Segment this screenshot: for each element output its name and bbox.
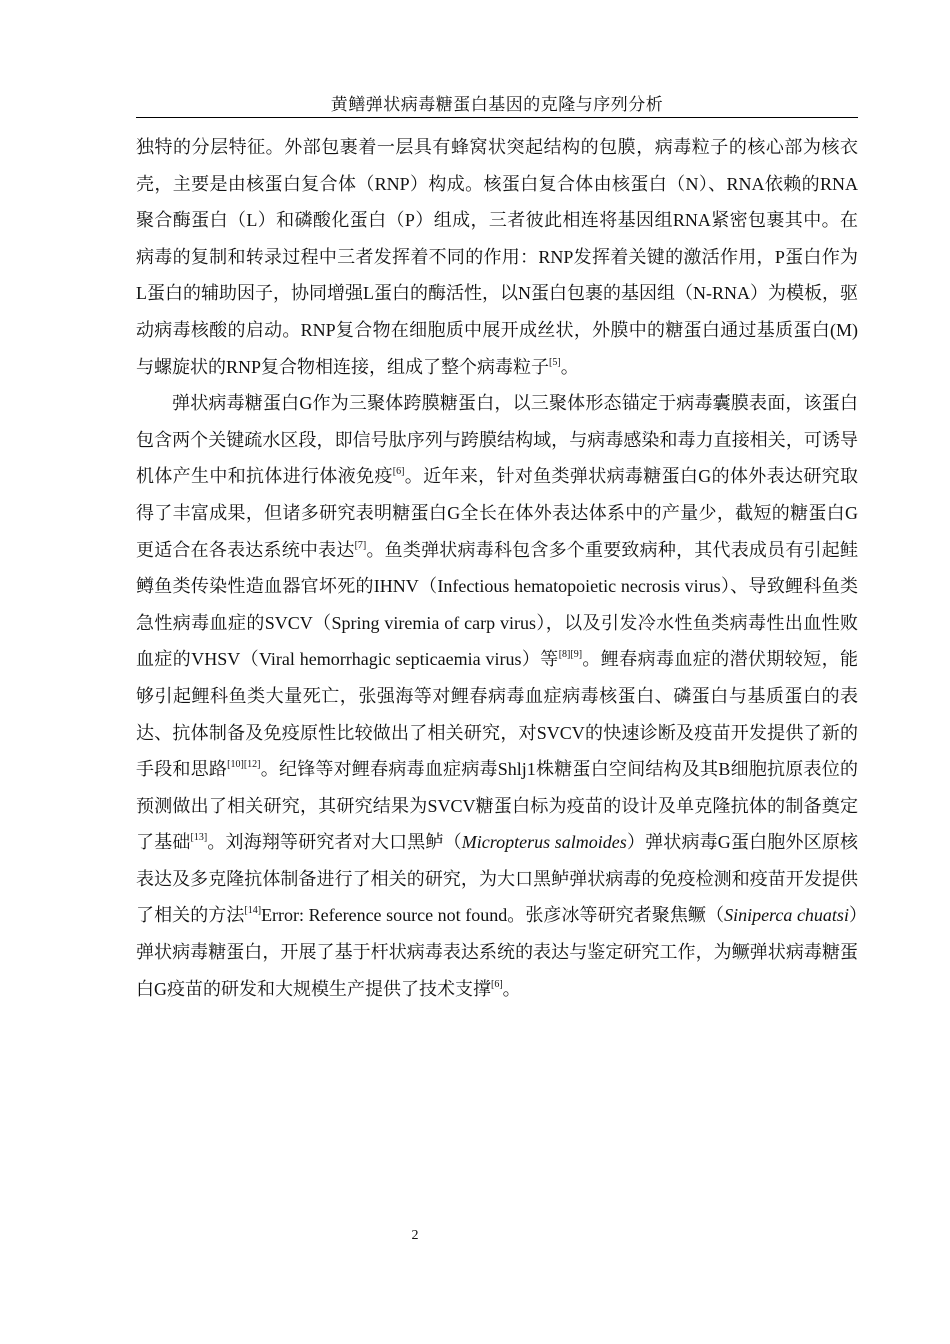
paragraph-2-text-9: ）弹状病毒糖蛋白，开展了基于杆状病毒表达系统的表达与鉴定研究工作，为鳜弹状病毒糖蛋白G疫苗的研发和大规模生产提供了技术支撑 bbox=[136, 905, 859, 999]
paragraph-2-text-3: 。鱼类弹状病毒科包含多个重要致病种，其代表成员有引起鲑鳟鱼类传染性造血器官坏死的IHNV（Infectious hematopoietic necrosis virus）、导致鲤科鱼类急性病毒血症的SVCV（Spring viremia of carp virus），以及引发冷水性鱼类病毒性出血性败血症的VHSV（Viral hemorrhagic septicaemia virus）等 bbox=[136, 539, 858, 670]
species-name-micropterus: Micropterus salmoides bbox=[461, 832, 627, 853]
species-name-siniperca: Siniperca chuatsi bbox=[724, 905, 849, 926]
citation-6-second: [6] bbox=[491, 978, 503, 990]
paragraph-2 bbox=[136, 385, 858, 1007]
body-text bbox=[136, 129, 858, 1007]
paragraph-2-text-6: 。刘海翔等研究者对大口黑鲈（ bbox=[207, 832, 462, 853]
paragraph-1-text-2: 。 bbox=[560, 356, 579, 377]
citation-6: [6] bbox=[392, 466, 405, 478]
header-divider bbox=[136, 117, 858, 118]
running-header-title: 黄鳝弹状病毒糖蛋白基因的克隆与序列分析 bbox=[330, 95, 664, 115]
citation-12: [12] bbox=[243, 759, 261, 771]
paragraph-2-text-7: ）弹状病毒G蛋白胞外区原核表达及多克隆抗体制备进行了相关的研究，为大口黑鲈弹状病毒的免疫检测和疫苗开发提供了相关的方法 bbox=[136, 832, 858, 926]
citation-10: [10] bbox=[227, 759, 244, 771]
paragraph-2-text-10: 。 bbox=[502, 978, 521, 999]
citation-5: [5] bbox=[549, 356, 561, 368]
paragraph-2-text-5: 。纪锋等对鲤春病毒血症病毒Shlj1株糖蛋白空间结构及其B细胞抗原表位的预测做出了相关研究，其研究结果为SVCV糖蛋白标为疫苗的设计及单克隆抗体的制备奠定了基础 bbox=[136, 759, 859, 853]
paragraph-2-text-4: 。鲤春病毒血症的潜伏期较短，能够引起鲤科鱼类大量死亡，张强海等对鲤春病毒血症病毒核蛋白、磷蛋白与基质蛋白的表达、抗体制备及免疫原性比较做出了相关研究，对SVCV的快速诊断及疫苗开发提供了新的手段和思路 bbox=[136, 649, 858, 780]
paragraph-2-text-2: 。近年来，针对鱼类弹状病毒糖蛋白G的体外表达研究取得了丰富成果，但诸多研究表明糖蛋白G全长在体外表达体系中的产量少，截短的糖蛋白G更适合在各表达系统中表达 bbox=[136, 466, 859, 560]
paragraph-1-text-1: 独特的分层特征。外部包裹着一层具有蜂窝状突起结构的包膜，病毒粒子的核心部为核衣壳，主要是由核蛋白复合体（RNP）构成。核蛋白复合体由核蛋白（N）、RNA依赖的RNA聚合酶蛋白（L）和磷酸化蛋白（P）组成，三者彼此相连将基因组RNA紧密包裹其中。在病毒的复制和转录过程中三者发挥着不同的作用：RNP发挥着关键的激活作用，P蛋白作为L蛋白的辅助因子，协同增强L蛋白的酶活性，以N蛋白包裹的基因组（N-RNA）为模板，驱动病毒核酸的启动。RNP复合物在细胞质中展开成丝状，外膜中的糖蛋白通过基质蛋白(M)与螺旋状的RNP复合物相连接，组成了整个病毒粒子 bbox=[136, 137, 858, 377]
citation-8-9: [8][9] bbox=[558, 649, 583, 661]
page-number: 2 bbox=[411, 1228, 419, 1243]
citation-13: [13] bbox=[190, 832, 208, 844]
paragraph-2-text-8: Error: Reference source not found。张彦冰等研究者聚焦鳜（ bbox=[261, 905, 725, 926]
paragraph-1 bbox=[136, 129, 858, 385]
citation-7: [7] bbox=[354, 539, 367, 551]
citation-14: [14] bbox=[244, 905, 262, 917]
paragraph-2-text-1: 弹状病毒糖蛋白G作为三聚体跨膜糖蛋白，以三聚体形态锚定于病毒囊膜表面，该蛋白包含两个关键疏水区段，即信号肽序列与跨膜结构域，与病毒感染和毒力直接相关，可诱导机体产生中和抗体进行体液免疫 bbox=[136, 393, 858, 487]
